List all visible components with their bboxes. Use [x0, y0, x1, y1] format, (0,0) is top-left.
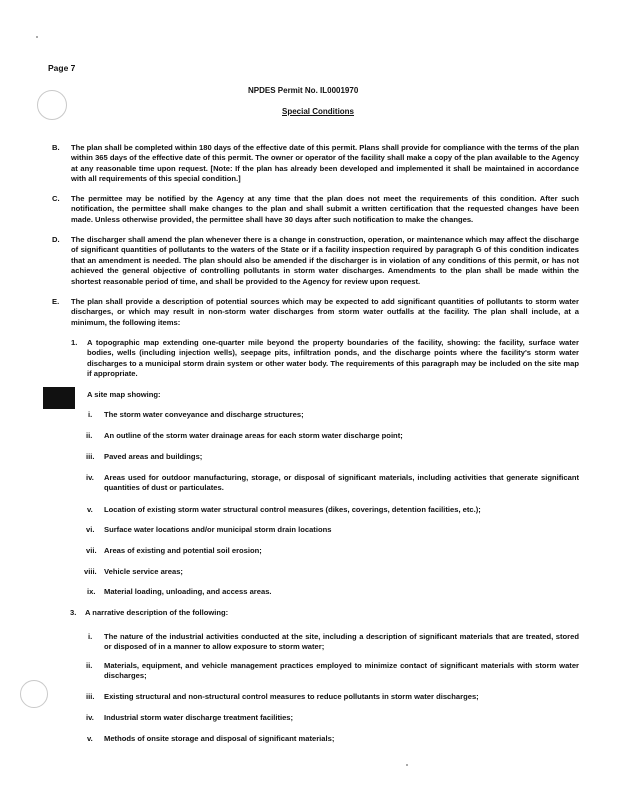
paragraph-label: B. [52, 143, 60, 152]
sub-item-text: Methods of onsite storage and disposal of significant materials; [104, 734, 335, 743]
punch-hole-mark [20, 680, 48, 708]
sub-item-text: The storm water conveyance and discharge structures; [104, 410, 304, 419]
paragraph-text: The plan shall provide a description of potential sources which may be expected to add significant quantities of pollutants to storm water discharges, or which may result in non-storm water discharges from storm water outfalls at the facility. The plan shall include, at a minimum, the following items: [71, 297, 579, 327]
sub-item-text: Location of existing storm water structural control measures (dikes, coverings, detention facilities, etc.); [104, 505, 481, 514]
sub-item-text: Industrial storm water discharge treatment facilities; [104, 713, 294, 722]
scan-speck [36, 36, 38, 38]
item-label: 1. [71, 338, 78, 347]
sub-item-label: ii. [86, 661, 93, 670]
paragraph-label: C. [52, 194, 60, 203]
sub-item-label: iv. [86, 473, 94, 482]
sub-item-label: i. [88, 410, 93, 419]
sub-item-text: Areas used for outdoor manufacturing, storage, or disposal of significant materials, including activities that generate significant quantities of dust or particulates. [104, 473, 579, 493]
sub-item-label: iv. [86, 713, 94, 722]
paragraph-label: D. [52, 235, 60, 244]
sub-item-label: vi. [86, 525, 95, 534]
site-map-intro: A site map showing: [87, 390, 161, 399]
sub-item-text: Vehicle service areas; [104, 567, 183, 576]
sub-item-text: Existing structural and non-structural control measures to reduce pollutants in storm water discharges; [104, 692, 479, 701]
sub-item-text: An outline of the storm water drainage areas for each storm water discharge point; [104, 431, 403, 440]
sub-item-text: Paved areas and buildings; [104, 452, 203, 461]
sub-item-label: vii. [86, 546, 97, 555]
narrative-intro: A narrative description of the following: [85, 608, 229, 617]
sub-item-label: i. [88, 632, 93, 641]
paragraph-text: The plan shall be completed within 180 days of the effective date of this permit. Plans shall provide for compliance with the terms of the plan within 365 days of the effective date of this permit. The owner or operator of the facility shall make a copy of the plan available to the Agency at any reasonable time upon request. [Note: If the plan has already been developed and implemented it shall be maintained in accordance with all requirements of this special condition.] [71, 143, 579, 184]
sub-item-label: ix. [87, 587, 96, 596]
sub-item-label: v. [87, 734, 93, 743]
punch-hole-mark [37, 90, 67, 120]
sub-item-text: Materials, equipment, and vehicle management practices employed to minimize contact of significant materials with storm water discharges; [104, 661, 579, 681]
permit-title: NPDES Permit No. IL0001970 [248, 86, 359, 95]
sub-item-label: iii. [86, 692, 95, 701]
paragraph-text: The discharger shall amend the plan whenever there is a change in construction, operation, or maintenance which may affect the discharge of significant quantities of pollutants to the waters of the State or if a facility inspection required by paragraph G of this condition indicates that an amendment is needed. The plan should also be amended if the discharger is in violation of any conditions of this permit, or has not achieved the general objective of controlling pollutants in storm water discharges. Amendments to the plan shall be made within the shortest reasonable period of time, and shall be provided to the Agency for review upon request. [71, 235, 579, 286]
paragraph-label: E. [52, 297, 60, 306]
paragraph-text: The permittee may be notified by the Agency at any time that the plan does not meet the requirements of this condition. After such notification, the permittee shall make changes to the plan and shall submit a written certification that the requested changes have been made. Unless otherwise provided, the permittee shall have 30 days after such notification to make the changes. [71, 194, 579, 224]
sub-item-label: v. [87, 505, 93, 514]
sub-item-text: Areas of existing and potential soil erosion; [104, 546, 262, 555]
page-number: Page 7 [48, 63, 76, 73]
sub-item-label: iii. [86, 452, 95, 461]
sub-item-label: ii. [86, 431, 93, 440]
sub-item-label: viii. [84, 567, 97, 576]
item-label: 3. [70, 608, 77, 617]
sub-item-text: Surface water locations and/or municipal storm drain locations [104, 525, 332, 534]
sub-item-text: Material loading, unloading, and access areas. [104, 587, 272, 596]
scan-speck [406, 764, 408, 766]
sub-item-text: The nature of the industrial activities conducted at the site, including a description of significant materials that are treated, stored or disposed of in a manner to allow exposure to storm water; [104, 632, 579, 652]
item-text: A topographic map extending one-quarter mile beyond the property boundaries of the facility, showing: the facility, surface water bodies, wells (including injection wells), seepage pits, infiltration ponds, and the discharge points where the facility's storm water discharges to a municipal storm drain system or other water body. The requirements of this paragraph may be included on the site map if appropriate. [87, 338, 579, 379]
redaction-block [43, 387, 75, 409]
section-title: Special Conditions [282, 107, 355, 116]
